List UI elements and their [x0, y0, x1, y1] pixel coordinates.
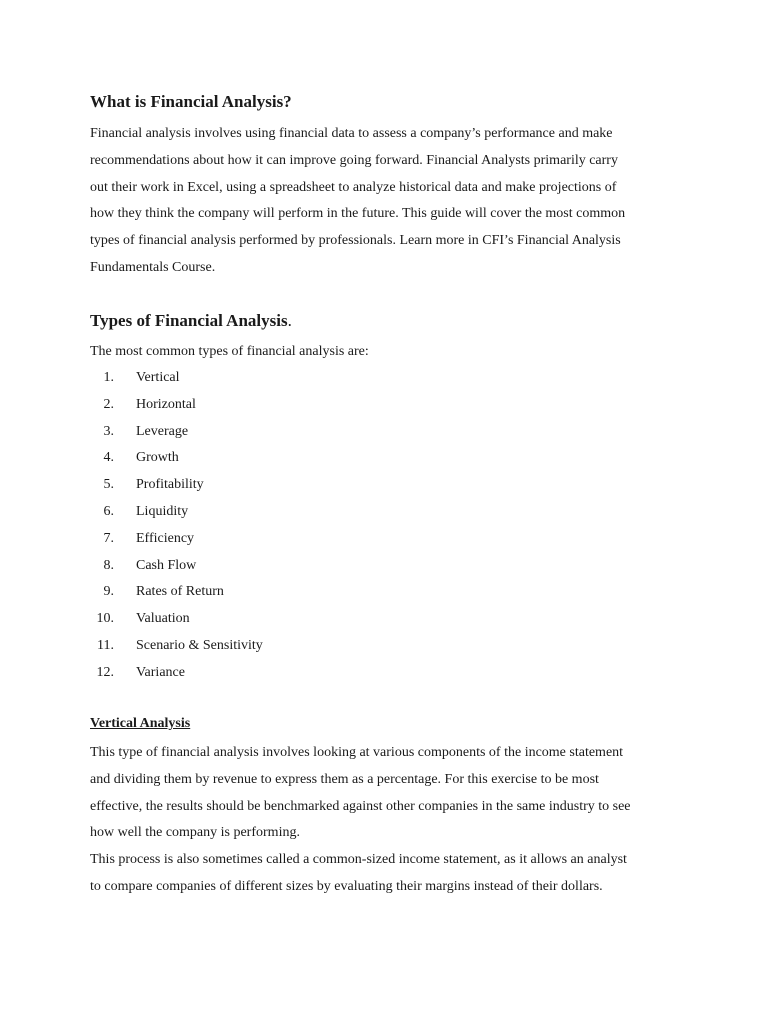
list-item-label: Variance [136, 664, 185, 680]
list-item [90, 447, 179, 474]
list-item-number: 12. [96, 664, 114, 680]
list-item [90, 367, 180, 394]
list-item-label: Efficiency [136, 530, 195, 546]
list-item [90, 608, 190, 635]
list-item [90, 555, 197, 582]
list-item [90, 421, 189, 448]
list-item [90, 394, 196, 421]
list-item-label: Growth [136, 450, 179, 466]
list-item-label: Scenario & Sensitivity [136, 637, 263, 653]
section-heading-vertical-analysis: Vertical Analysis [90, 716, 191, 731]
list-item-number: 3. [103, 423, 114, 439]
list-item-label: Rates of Return [136, 584, 224, 600]
list-item-label: Vertical [136, 370, 180, 385]
vertical-analysis-paragraph-1: This type of financial analysis involves looking at various components of the income statement and dividing them by revenue to express them as a percentage. For this exercise to be most effective, the results should be benchmarked against other companies in the same industry to see how well the company is performing. [90, 745, 631, 841]
list-item-number: 11. [97, 637, 114, 653]
list-item-number: 6. [103, 503, 114, 519]
list-item-number: 5. [103, 477, 114, 493]
types-heading-period: . [287, 311, 292, 330]
types-list [90, 367, 263, 689]
list-item [90, 528, 195, 555]
list-item-number: 9. [103, 584, 114, 600]
list-item-number: 4. [103, 450, 114, 466]
list-item [90, 581, 224, 608]
list-item-number: 7. [103, 530, 114, 546]
types-heading-text: Types of Financial Analysis [90, 311, 288, 330]
list-item-number: 8. [103, 557, 114, 573]
list-item [90, 501, 189, 528]
intro-paragraph: Financial analysis involves using financial data to assess a company’s performance and make recommendations about how it can improve going forward. Financial Analysts primarily carry out their work in Excel, using a spreadsheet to analyze historical data and make projections of how they think the company will perform in the future. This guide will cover the most common types of financial analysis performed by professionals. Learn more in CFI’s Financial Analysis Fundamentals Course. [90, 126, 626, 275]
list-item-label: Horizontal [136, 396, 196, 412]
vertical-analysis-paragraph-2: This process is also sometimes called a common-sized income statement, as it allows an analyst to compare companies of different sizes by evaluating their margins instead of their dollars. [90, 852, 627, 894]
list-item-label: Cash Flow [136, 557, 197, 573]
list-item-label: Leverage [136, 423, 189, 439]
section-heading-types [90, 311, 292, 331]
list-item-label: Liquidity [136, 503, 189, 519]
list-item [90, 474, 204, 501]
types-intro-text: The most common types of financial analysis are: [90, 344, 369, 359]
list-item [90, 662, 185, 689]
list-item-number: 1. [103, 370, 114, 385]
list-item-number: 10. [96, 611, 114, 627]
list-item-number: 2. [103, 396, 114, 412]
list-item-label: Valuation [136, 611, 190, 627]
list-item [90, 635, 263, 662]
list-item-label: Profitability [136, 477, 204, 493]
section-heading-what-is-financial-analysis: What is Financial Analysis? [90, 92, 292, 111]
